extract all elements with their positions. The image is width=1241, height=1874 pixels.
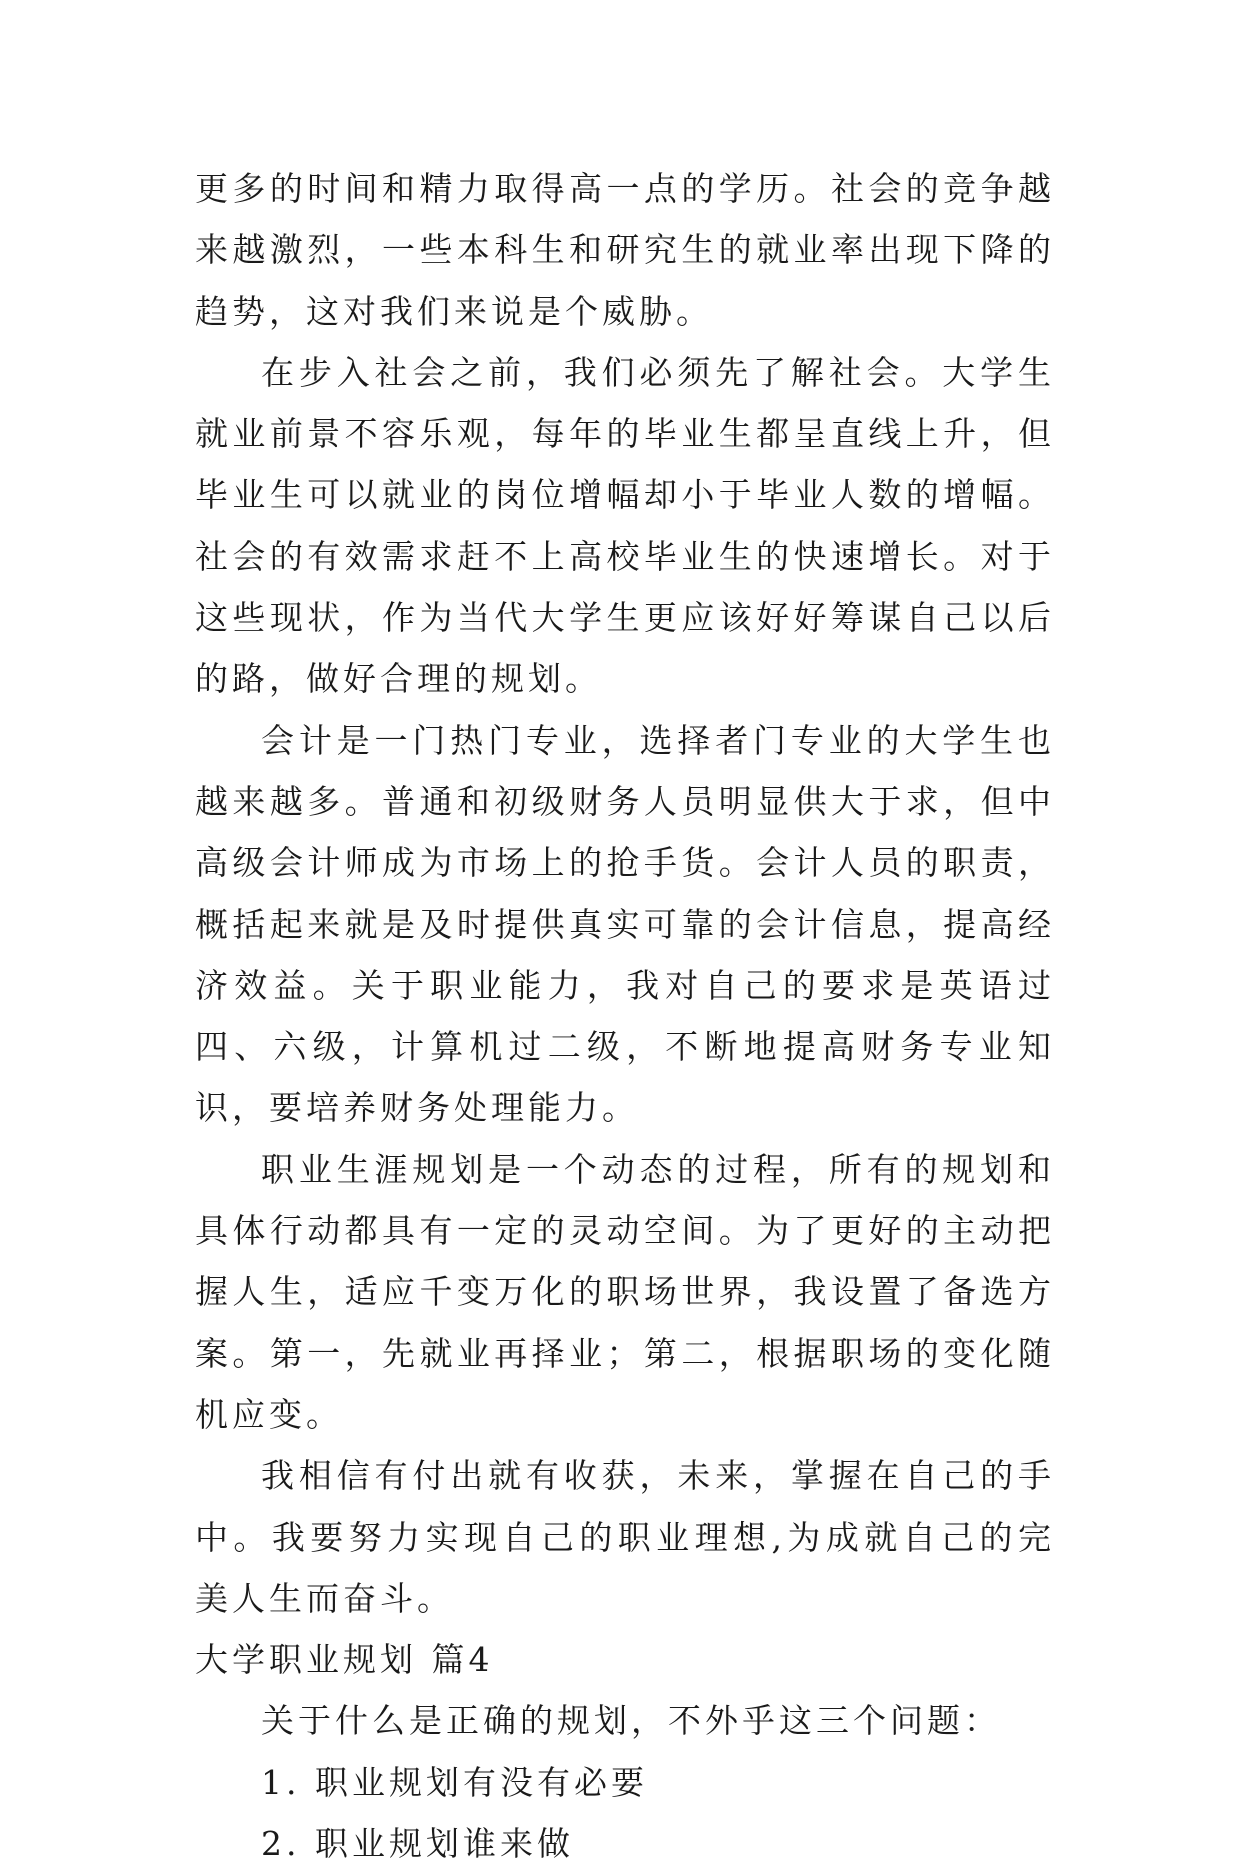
section-heading: 大学职业规划 篇4	[195, 1640, 494, 1680]
paragraph-society: 在步入社会之前，我们必须先了解社会。大学生就业前景不容乐观，每年的毕业生都呈直线上升，但毕业生可以就业的岗位增幅却小于毕业人数的增幅。社会的有效需求赶不上高校毕业生的快速增长。对于这些现状，作为当代大学生更应该好好筹谋自己以后的路，做好合理的规划。	[195, 352, 1055, 699]
document-body	[195, 158, 1055, 1874]
paragraph-career-planning: 职业生涯规划是一个动态的过程，所有的规划和具体行动都具有一定的灵动空间。为了更好的主动把握人生，适应千变万化的职场世界，我设置了备选方案。第一，先就业再择业；第二，根据职场的变化随机应变。	[195, 1149, 1055, 1434]
paragraph-continuation: 更多的时间和精力取得高一点的学历。社会的竞争越来越激烈，一些本科生和研究生的就业率出现下降的趋势，这对我们来说是个威胁。	[195, 169, 1055, 331]
list-item-2: 2. 职业规划谁来做	[261, 1824, 574, 1864]
paragraph-conclusion: 我相信有付出就有收获，未来，掌握在自己的手中。我要努力实现自己的职业理想,为成就自己的完美人生而奋斗。	[195, 1456, 1055, 1618]
paragraph-intro: 关于什么是正确的规划，不外乎这三个问题：	[261, 1701, 1001, 1741]
paragraph-accounting: 会计是一门热门专业，选择者门专业的大学生也越来越多。普通和初级财务人员明显供大于求，但中高级会计师成为市场上的抢手货。会计人员的职责，概括起来就是及时提供真实可靠的会计信息，提高经济效益。关于职业能力，我对自己的要求是英语过四、六级，计算机过二级，不断地提高财务专业知识，要培养财务处理能力。	[195, 720, 1055, 1128]
list-item-1: 1. 职业规划有没有必要	[261, 1762, 648, 1802]
